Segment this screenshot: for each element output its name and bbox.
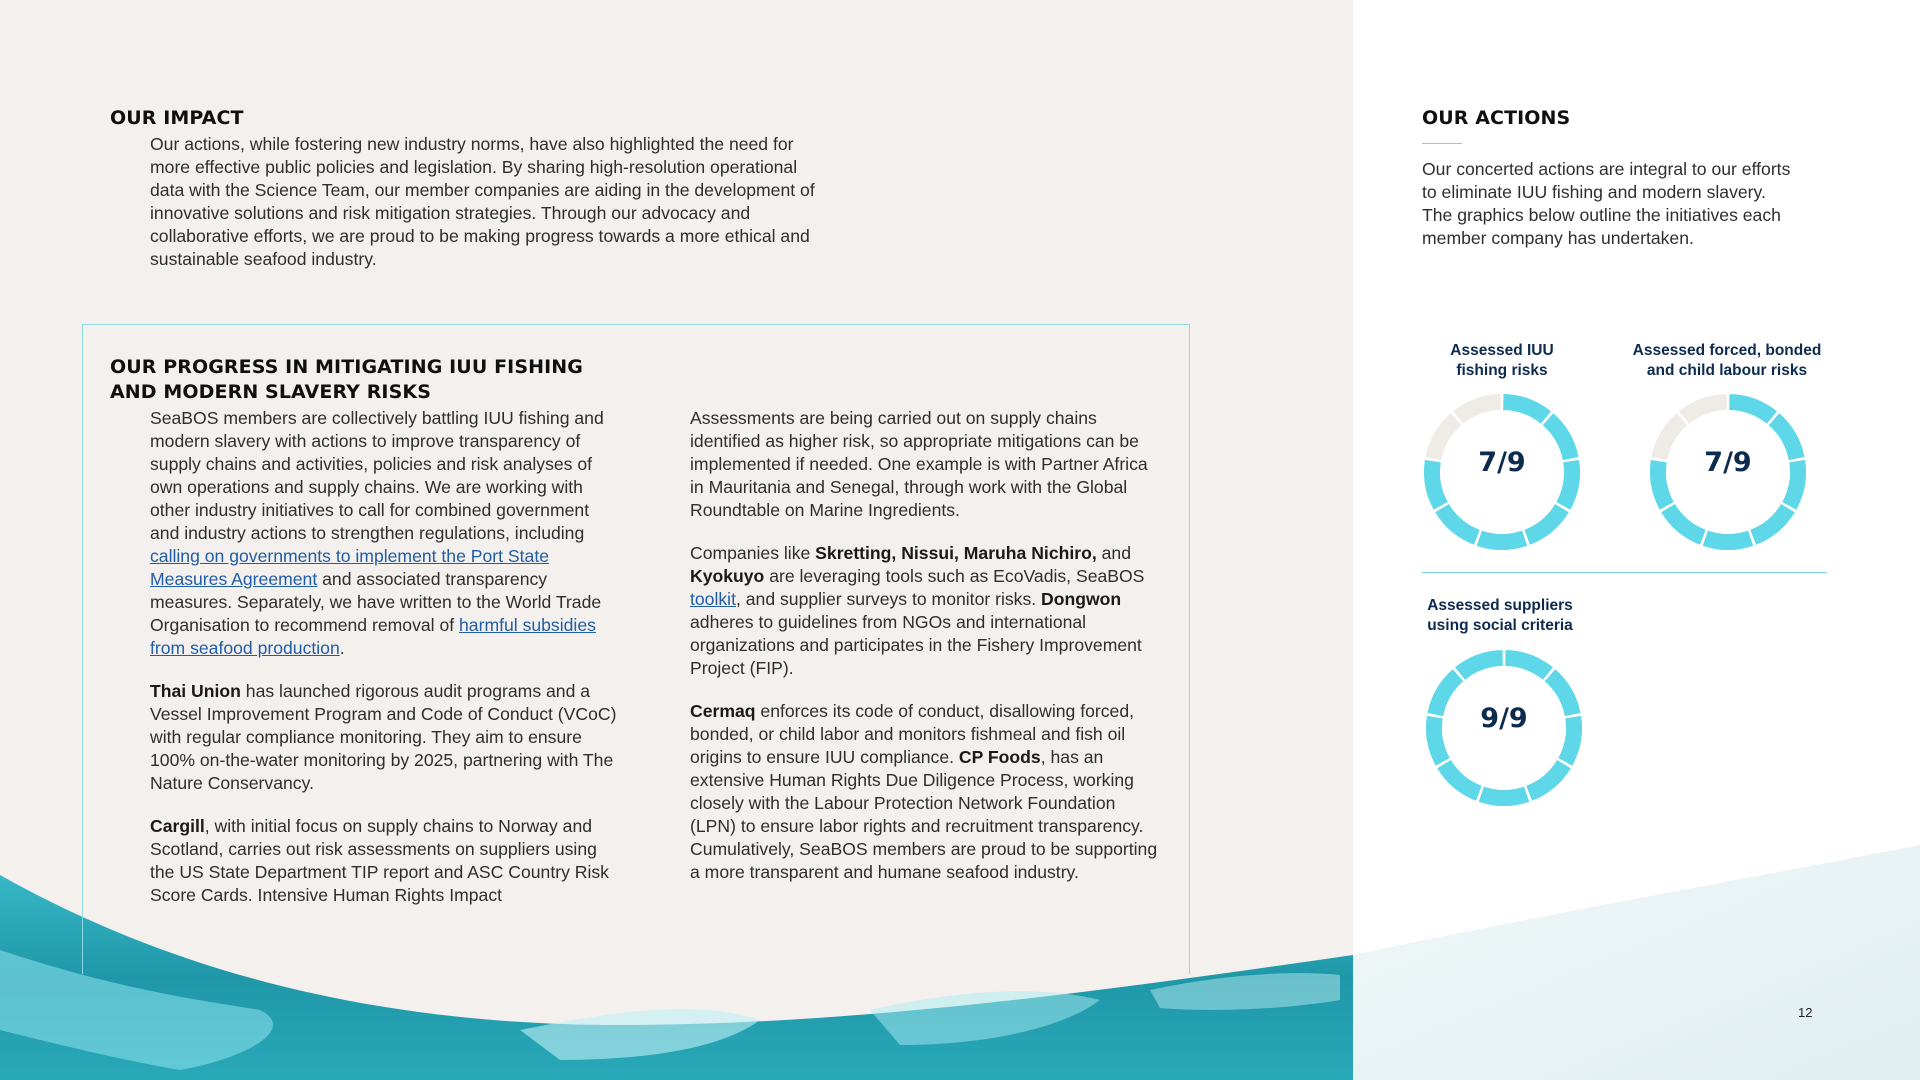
p1-text-b: and associated transparency measures. Separately, we have written to the World Trade Organisation to recommend removal of xyxy=(150,569,602,635)
donut-label-suppliers-line2: using social criteria xyxy=(1427,617,1573,634)
progress-heading xyxy=(110,355,583,405)
p5-text-b: and xyxy=(1096,543,1131,563)
progress-paragraph-5 xyxy=(690,542,1160,680)
donut-segment xyxy=(1526,760,1570,801)
donut-label-forced-labour-line2: and child labour risks xyxy=(1646,362,1808,379)
donut-label-suppliers-line1: Assessed suppliers xyxy=(1427,597,1573,614)
impact-paragraph: Our actions, while fostering new industry norms, have also highlighted the need for more effective public policies and legislation. By sharing high-resolution operational data with the Science Team, our member companies are aiding in the development of innovative solutions and risk mitigation strategies. Through our advocacy and collaborative efforts, we are proud to be making progress towards a more ethical and sustainable seafood industry. xyxy=(150,134,815,269)
donut-segment xyxy=(1750,504,1794,545)
dongwon-name: Dongwon xyxy=(1041,589,1122,609)
p1-text-c: . xyxy=(339,638,345,658)
donut-segment xyxy=(1524,504,1568,545)
donut-chart-forced-labour xyxy=(1650,394,1806,550)
donut-segment xyxy=(1453,394,1501,424)
toolkit-link[interactable]: toolkit xyxy=(690,589,736,609)
progress-paragraph-1 xyxy=(150,407,618,660)
donut-label-iuu-line1: Assessed IUU xyxy=(1450,342,1554,359)
donut-label-forced-labour xyxy=(1612,341,1842,381)
donut-segment xyxy=(1455,650,1503,680)
p5-companies: Skretting, Nissui, Maruha Nichiro, xyxy=(815,543,1097,563)
progress-heading-line1: OUR PROGRESS IN MITIGATING IUU FISHING xyxy=(110,356,583,378)
cermaq-name: Cermaq xyxy=(690,701,756,721)
donut-segment xyxy=(1661,504,1705,545)
donut-divider xyxy=(1422,572,1827,573)
donut-segment xyxy=(1503,394,1551,424)
donut-segment xyxy=(1479,787,1530,806)
cargill-name: Cargill xyxy=(150,816,205,836)
page-number: 12 xyxy=(1798,1005,1813,1020)
progress-paragraph-3 xyxy=(150,815,618,907)
p5-text-c: are leveraging tools such as EcoVadis, SeaBOS xyxy=(764,566,1145,586)
p5-text-e: adheres to guidelines from NGOs and international organizations and participates in the Fishery Improvement Project (FIP). xyxy=(690,612,1142,678)
progress-paragraph-6 xyxy=(690,700,1160,884)
p5-text-a: Companies like xyxy=(690,543,816,563)
p2-text: has launched rigorous audit programs and a Vessel Improvement Program and Code of Conduct (VCoC) with regular compliance monitoring. They aim to ensure 100% on-the-water monitoring by 2025, partnering with The Nature Conservancy. xyxy=(150,681,617,793)
donut-segment xyxy=(1477,531,1528,550)
donut-segment xyxy=(1703,531,1754,550)
harmful-subsidies-link[interactable]: harmful subsidies from seafood production xyxy=(150,615,596,658)
progress-heading-line2: AND MODERN SLAVERY RISKS xyxy=(110,381,431,403)
donut-label-iuu xyxy=(1402,341,1602,381)
progress-column-left xyxy=(150,407,618,927)
cp-foods-name: CP Foods xyxy=(958,747,1041,767)
p6-text-b: , has an extensive Human Rights Due Diligence Process, working closely with the Labour Protection Network Foundation (LPN) to ensure labor rights and recruitment transparency. Cumulatively, SeaBOS members are proud to be supporting a more transparent and humane seafood industry. xyxy=(690,747,1158,882)
donut-label-forced-labour-line1: Assessed forced, bonded xyxy=(1632,342,1822,359)
donut-segment xyxy=(1679,394,1727,424)
donut-value-suppliers: 9/9 xyxy=(1480,703,1528,734)
donut-value-iuu: 7/9 xyxy=(1478,447,1526,478)
donut-segment xyxy=(1505,650,1553,680)
kyokuyo-name: Kyokuyo xyxy=(690,566,765,586)
donut-segment xyxy=(1729,394,1777,424)
p3-text: , with initial focus on supply chains to Norway and Scotland, carries out risk assessments on suppliers using the US State Department TIP report and ASC Country Risk Score Cards. Intensive Human Rights Impact xyxy=(150,816,609,905)
progress-column-right xyxy=(690,407,1160,904)
actions-text xyxy=(1422,158,1792,270)
p6-text-a: enforces its code of conduct, disallowing forced, bonded, or child labor and monitors fishmeal and fish oil origins to ensure IUU compliance. xyxy=(690,701,1134,767)
impact-text xyxy=(150,133,830,291)
actions-heading: OUR ACTIONS xyxy=(1422,107,1571,129)
donut-segment xyxy=(1435,504,1479,545)
actions-paragraph: Our concerted actions are integral to our efforts to eliminate IUU fishing and modern slavery. The graphics below outline the initiatives each member company has undertaken. xyxy=(1422,159,1791,248)
p5-text-d: , and supplier surveys to monitor risks. xyxy=(735,589,1042,609)
progress-paragraph-4: Assessments are being carried out on supply chains identified as higher risk, so appropriate mitigations can be implemented if needed. One example is with Partner Africa in Mauritania and Senegal, through work with the Global Roundtable on Marine Ingredients. xyxy=(690,408,1148,520)
donut-segment xyxy=(1437,760,1481,801)
impact-heading: OUR IMPACT xyxy=(110,107,244,129)
donut-label-suppliers xyxy=(1400,596,1600,636)
actions-heading-rule xyxy=(1422,143,1462,144)
donut-value-forced-labour: 7/9 xyxy=(1704,447,1752,478)
p1-text-a: SeaBOS members are collectively battling IUU fishing and modern slavery with actions to improve transparency of supply chains and activities, policies and risk analyses of own operations and supply chains. We are working with other industry initiatives to call for combined government and industry actions to strengthen regulations, including xyxy=(150,408,604,543)
port-state-link[interactable]: calling on governments to implement the Port State Measures Agreement xyxy=(150,546,550,589)
donut-label-iuu-line2: fishing risks xyxy=(1456,362,1548,379)
progress-paragraph-2 xyxy=(150,680,618,795)
donut-chart-suppliers xyxy=(1426,650,1582,806)
donut-chart-iuu xyxy=(1424,394,1580,550)
thai-union-name: Thai Union xyxy=(150,681,241,701)
